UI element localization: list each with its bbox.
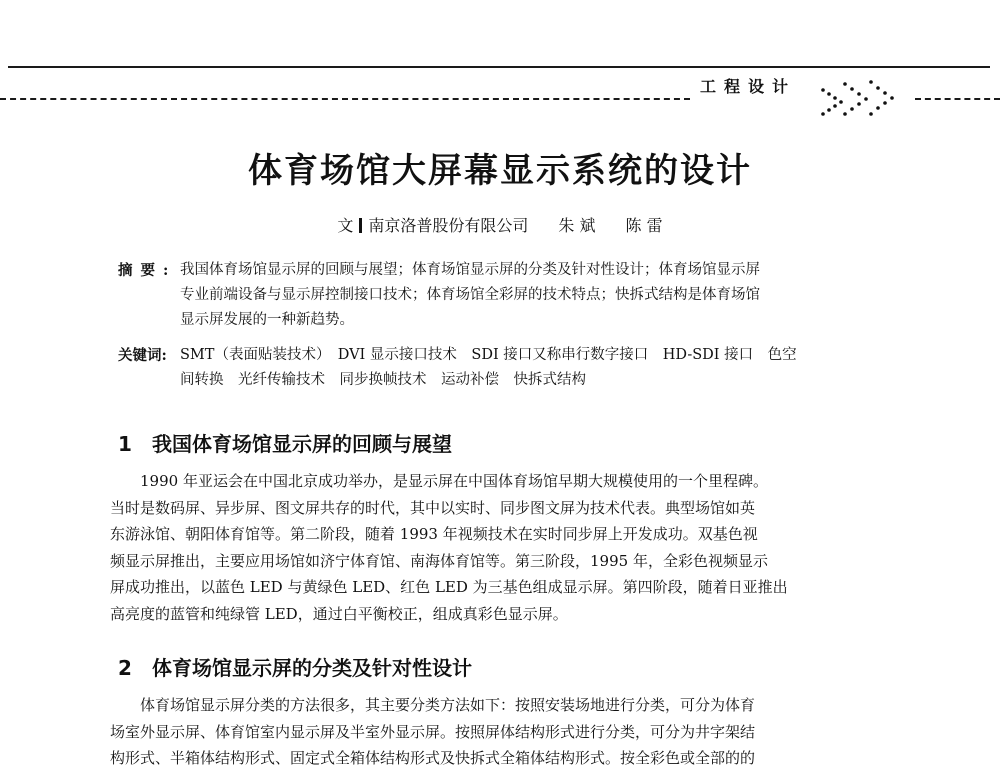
body-line: 场室外显示屏、体育馆室内显示屏及半室外显示屏。按照屏体结构形式进行分类，可分为井字架结 bbox=[110, 722, 756, 741]
byline-separator bbox=[359, 218, 362, 233]
section-number: 1 bbox=[118, 432, 132, 456]
section-tag: 工程设计 bbox=[700, 77, 797, 96]
body-line: 构形式、半箱体结构形式、固定式全箱体结构形式及快拆式全箱体结构形式。按全彩色或全部的的 bbox=[110, 749, 756, 767]
section-heading bbox=[118, 428, 452, 457]
section-number: 2 bbox=[118, 656, 132, 680]
body-line: 频显示屏推出，主要应用场馆如济宁体育馆、南海体育馆等。第三阶段，1995 年，全彩色视频显示 bbox=[110, 551, 768, 570]
byline-author-2: 陈 雷 bbox=[625, 216, 663, 235]
body-line: 1990 年亚运会在中国北京成功举办，是显示屏在中国体育场馆早期大规模使用的一个里程碑。 bbox=[110, 472, 768, 490]
chevron-arrows-icon bbox=[815, 80, 915, 130]
header-dashed-rule-right bbox=[915, 98, 1000, 100]
keywords-label: 关键词: bbox=[118, 347, 167, 364]
keywords-line: SMT（表面贴装技术） DVI 显示接口技术 SDI 接口又称串行数字接口 HD-SDI 接口 色空 bbox=[180, 347, 797, 363]
section-body bbox=[110, 468, 910, 627]
header-rule bbox=[8, 66, 990, 68]
header-dashed-rule bbox=[0, 98, 690, 100]
section-title: 我国体育场馆显示屏的回顾与展望 bbox=[152, 432, 452, 456]
byline bbox=[0, 213, 1000, 236]
article-title: 体育场馆大屏幕显示系统的设计 bbox=[248, 151, 752, 191]
abstract-label: 摘要: bbox=[118, 262, 177, 279]
section-heading bbox=[118, 652, 472, 681]
keywords bbox=[118, 343, 918, 393]
body-line: 当时是数码屏、异步屏、图文屏共存的时代，其中以实时、同步图文屏为技术代表。典型场馆如英 bbox=[110, 498, 756, 517]
section-title: 体育场馆显示屏的分类及针对性设计 bbox=[152, 656, 472, 680]
body-line: 东游泳馆、朝阳体育馆等。第二阶段，随着 1993 年视频技术在实时同步屏上开发成功。双基色视 bbox=[110, 525, 758, 543]
abstract-line: 专业前端设备与显示屏控制接口技术；体育场馆全彩屏的技术特点；快拆式结构是体育场馆 bbox=[180, 287, 760, 303]
abstract-line: 我国体育场馆显示屏的回顾与展望；体育场馆显示屏的分类及针对性设计；体育场馆显示屏 bbox=[180, 262, 760, 278]
byline-prefix: 文 bbox=[337, 216, 354, 235]
body-line: 屏成功推出，以蓝色 LED 与黄绿色 LED、红色 LED 为三基色组成显示屏。第四阶段，随着日亚推出 bbox=[110, 578, 788, 596]
byline-company: 南京洛普股份有限公司 bbox=[368, 216, 529, 235]
body-line: 高亮度的蓝管和纯绿管 LED，通过白平衡校正，组成真彩色显示屏。 bbox=[110, 604, 568, 623]
keywords-line: 间转换 光纤传输技术 同步换帧技术 运动补偿 快拆式结构 bbox=[180, 372, 586, 388]
byline-author-1: 朱 斌 bbox=[558, 216, 596, 235]
abstract-line: 显示屏发展的一种新趋势。 bbox=[180, 312, 354, 328]
body-line: 体育场馆显示屏分类的方法很多，其主要分类方法如下：按照安装场地进行分类，可分为体育 bbox=[110, 696, 756, 714]
abstract bbox=[118, 258, 918, 333]
